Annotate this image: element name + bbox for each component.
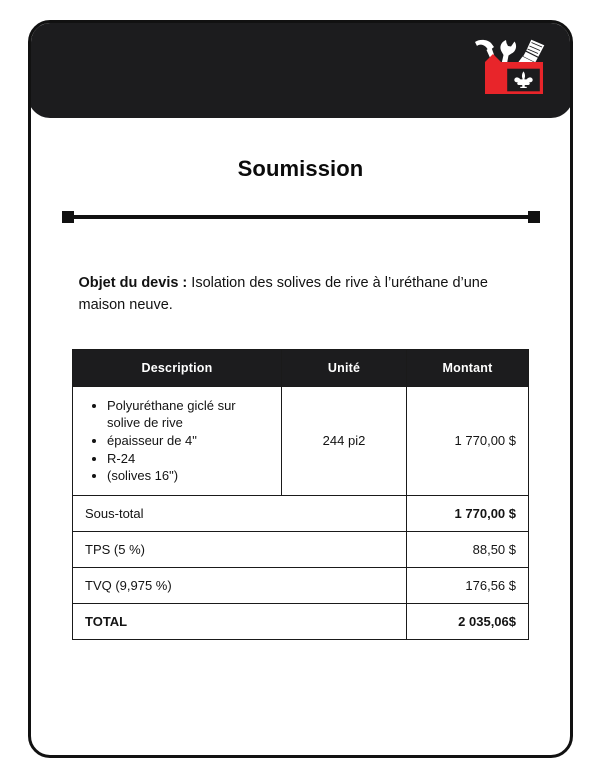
table-row: [73, 603, 529, 639]
quote-card: [28, 20, 573, 758]
table-header-row: [73, 349, 529, 386]
table-row: [73, 386, 529, 495]
object-paragraph: [79, 272, 523, 317]
subtotal-value: 1 770,00 $: [407, 495, 529, 531]
subtotal-label: Sous-total: [73, 495, 407, 531]
total-value: 2 035,06$: [407, 603, 529, 639]
tvq-value: 176,56 $: [407, 567, 529, 603]
column-header-unit: Unité: [282, 349, 407, 386]
divider-line: [66, 215, 536, 219]
item-unit-cell: 244 pi2: [282, 386, 407, 495]
table-row: [73, 531, 529, 567]
table-body: [73, 386, 529, 639]
table-row: [73, 567, 529, 603]
tps-label: TPS (5 %): [73, 531, 407, 567]
item-amount-cell: 1 770,00 $: [407, 386, 529, 495]
list-item: • épaisseur de 4": [107, 432, 269, 450]
page-title: Soumission: [237, 156, 364, 181]
toolbox-logo: [465, 38, 549, 100]
tvq-label: TVQ (9,975 %): [73, 567, 407, 603]
item-description-cell: [73, 386, 282, 495]
document-body: [31, 118, 570, 640]
header-band: [28, 20, 573, 118]
total-label: TOTAL: [73, 603, 407, 639]
list-item: • Polyuréthane giclé sur solive de rive: [107, 397, 269, 432]
tps-value: 88,50 $: [407, 531, 529, 567]
quote-table: [72, 349, 529, 640]
object-text: Isolation des solives de rive à l’uréthane d’une maison neuve.: [78, 275, 488, 314]
column-header-amount: Montant: [407, 349, 529, 386]
column-header-description: Description: [73, 349, 282, 386]
item-bullet-list: [85, 397, 269, 485]
list-item: • (solives 16"): [107, 467, 269, 485]
table-header: [73, 349, 529, 386]
table-row: [73, 495, 529, 531]
object-label: Objet du devis :: [78, 275, 188, 291]
divider-cap-right: [528, 211, 540, 223]
list-item: • R-24: [107, 450, 269, 468]
title-divider: [62, 210, 540, 224]
